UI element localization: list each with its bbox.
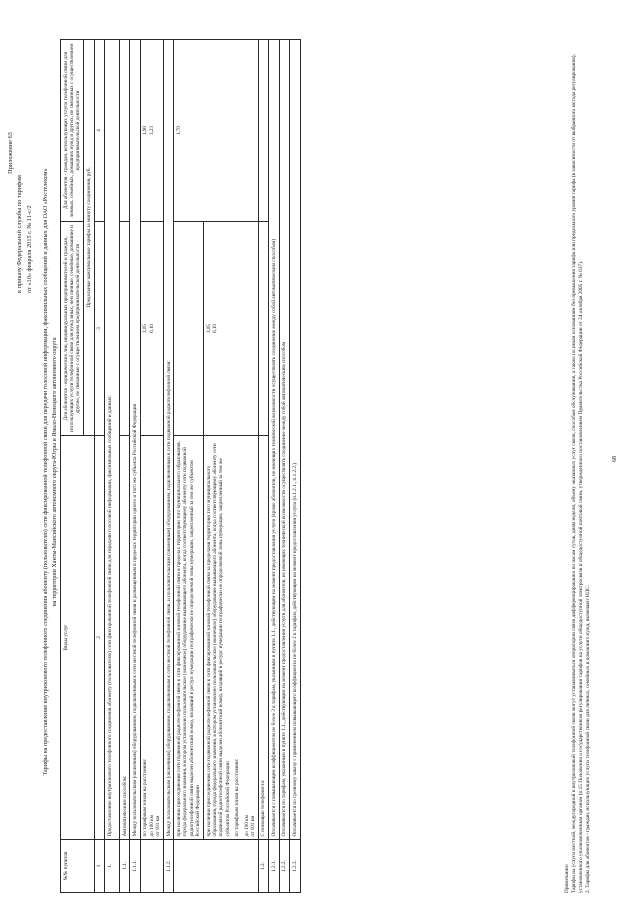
tariff-values-col3 [140,222,163,436]
distance-list [140,436,163,840]
distance-item: от 101 км [250,815,257,837]
tariff-values-col4 [140,40,163,222]
header-tariff-caption: Предельные максимальные тарифы за минуту соединения, руб. [84,40,94,436]
row-number: 1.2.2. [279,840,289,893]
distance-header: по тарифным зонам на расстоянии: [234,758,241,837]
colnum-1: 1 [94,840,104,893]
annex-header [6,13,34,293]
tariff-values-col3 [204,222,259,436]
distance-item: от 101 км [155,815,162,837]
document-title-line2: на территории Ханты-Мансийского автономного округа-Югры и Ямало-Ненецкого автономного округа [51,337,58,607]
table-row [164,40,174,893]
table-row [120,40,130,893]
table-row [269,40,279,893]
table-header-row [61,40,84,893]
note-1: Тарифы на услуги местной, междугородной и внутризоновой телефонной связи могут устанавливаться оператором связи дифференцированно по часам суток, дням недели, объему оказанных услуг связи, способам обслуживания, а также по иным основаниям без превышения тарифа или предельного уровня тарифа (в зависимости от выбранного метода регулирования), установленного уполномоченным органом (п.15 Положения о государственном регулировании тарифов на услуги общедоступной электросвязи и общедоступной почтовой связи, утвержденного постановлением Правительства Российской Федерации от 24 октября 2005 г. № 637). [570,54,584,893]
tariff-value: 1,70 [174,40,258,222]
table-row [279,40,289,893]
row-number: 1.1.2. [164,840,174,893]
header-col4: Для абонентов - граждан, использующих услуги телефонной связи для личных, семейных, домашних нужд и других, не связанных с осуществлением предпринимательской деятельности [61,40,84,222]
table-row [140,40,163,893]
tariff-value: 6,10 [148,323,155,334]
header-num: №№ пунктов [61,840,95,893]
colnum-3: 3 [94,222,104,436]
document-title [42,51,59,893]
note-2: 2. Тарифы для абонентов - граждан, использующих услуги телефонной связи для личных, семейных и домашних нужд, включают НДС. [584,584,591,893]
annex-title: Приложение 63 [7,132,14,174]
notes-title: Примечание: [564,863,570,893]
header-services: Виды услуг [61,436,95,840]
table-row [258,40,268,893]
row-text: Автоматическим способом: [120,436,130,840]
colnum-2: 2 [94,436,104,840]
row-number: 1. [105,840,120,893]
row-number: 1.1. [120,840,130,893]
row-number: 1.1.1. [130,840,140,893]
row-text: С помощью телефониста: [258,436,268,840]
column-number-row [94,40,104,893]
distance-item: до 100 км [148,815,155,837]
row-text: Между пользовательским (оконечным) оборудованием, подключенным к сети местной телефонной связи и размещенным в пределах территории одного и того же субъекта Российской Федерации [130,40,140,840]
colnum-4: 4 [94,40,104,222]
document-title-line1: Тарифы на предоставление внутризонового телефонного соединения абоненту (пользователю) сети фиксированной телефонной связи для передачи голосовой информации, факсимильных сообщений и данных для ОАО «Ростелеком» [43,168,49,776]
row-text: Оплачивается по срочному заказу с применением повышающего коэффициента не более 2 к тарифам, действующим на момент предоставления услуги (п.1.2.1., п.1.2.2.) [290,40,300,840]
row-number: 1.2.3. [290,840,300,893]
row-text: Предоставление внутризонового телефонного соединения абоненту (пользователю) сети фиксированной телефонной связи для передачи голосовой информации, факсимильных сообщений и данных: [105,40,120,840]
table-row [105,40,120,893]
header-col3: Для абонентов - юридических лиц, индивидуальных предпринимателей и граждан, использующих услуги телефонной связи для нужд иных, чем личные, семейные, домашние и другие, не связанные с осуществлением предпринимательской деятельности [61,222,84,436]
tariff-table [60,39,301,893]
tariff-value: 3,05 [142,323,149,334]
table-row [290,40,300,893]
condition-block [204,436,259,840]
row-number: 1.2.1. [269,840,279,893]
notes-section [564,39,592,893]
table-row [130,40,140,893]
row-text: Между пользовательским (оконечным) оборудованием, подключенным к сети местной телефонной связи, и пользовательским (оконечным) оборудованием, подключенным к сети подвижной радиотелефонной связи: [164,40,174,840]
distance-header: по тарифным зонам на расстоянии: [142,758,149,837]
condition-text: при наличии присоединения сети подвижной радиотелефонной связи к сети фиксированной зоновой телефонной связи за пределами территории того муниципального образования, города федерального значения, в котором установлено пользовательское (оконечное) оборудование вызывающего абонента, когда соответствующему абоненту сети подвижной радиотелефонной связи выделен абонентский номер, входящий в ресурс нумерации географически не определяемой зоны нумерации, закрепленный за тем же субъектом Российской Федерации [205,443,231,837]
row-text: Оплачивается с повышающим коэффициентом не более 2 к тарифам, указанным в пункте 1.1., действующим на момент предоставления услуги (кроме абонентов, не имеющих технической возможности осуществлять соединение между собой автоматическим способом) [269,40,279,840]
tariff-value: 6,10 [212,323,218,334]
row-number: 1.2. [258,840,268,893]
condition-text: при наличии присоединения сети подвижной радиотелефонной связи к сети фиксированной зоновой телефонной связи в пределах территории того муниципального образования, города федерального значения, в котором установлено пользовательское (оконечное) оборудование вызывающего абонента, когда соответствующему абоненту сети подвижной радиотелефонной связи выделен абонентский номер, входящий в ресурс нумерации географически не определяемой зоны нумерации, закрепленный за тем же субъектом Российской Федерации [174,436,204,840]
annex-line2: от «10» февраля 2015 г. № 11-с/2 [25,205,33,293]
tariff-value: 1,90 [142,125,149,136]
tariff-value: 3,05 [205,323,212,334]
row-text: Оплачивается по тарифам, указанным в пункте 1.1., действующим на момент предоставления услуги для абонентов, не имеющих технической возможности осуществлять соединение между собой автоматическим способом [279,40,289,840]
table-row [174,40,204,893]
annex-line1: к приказу Федеральной службы по тарифам [16,175,24,293]
distance-item: до 100 км [243,815,250,837]
page-number: 68 [612,456,618,462]
tariff-value: 3,23 [148,125,155,136]
